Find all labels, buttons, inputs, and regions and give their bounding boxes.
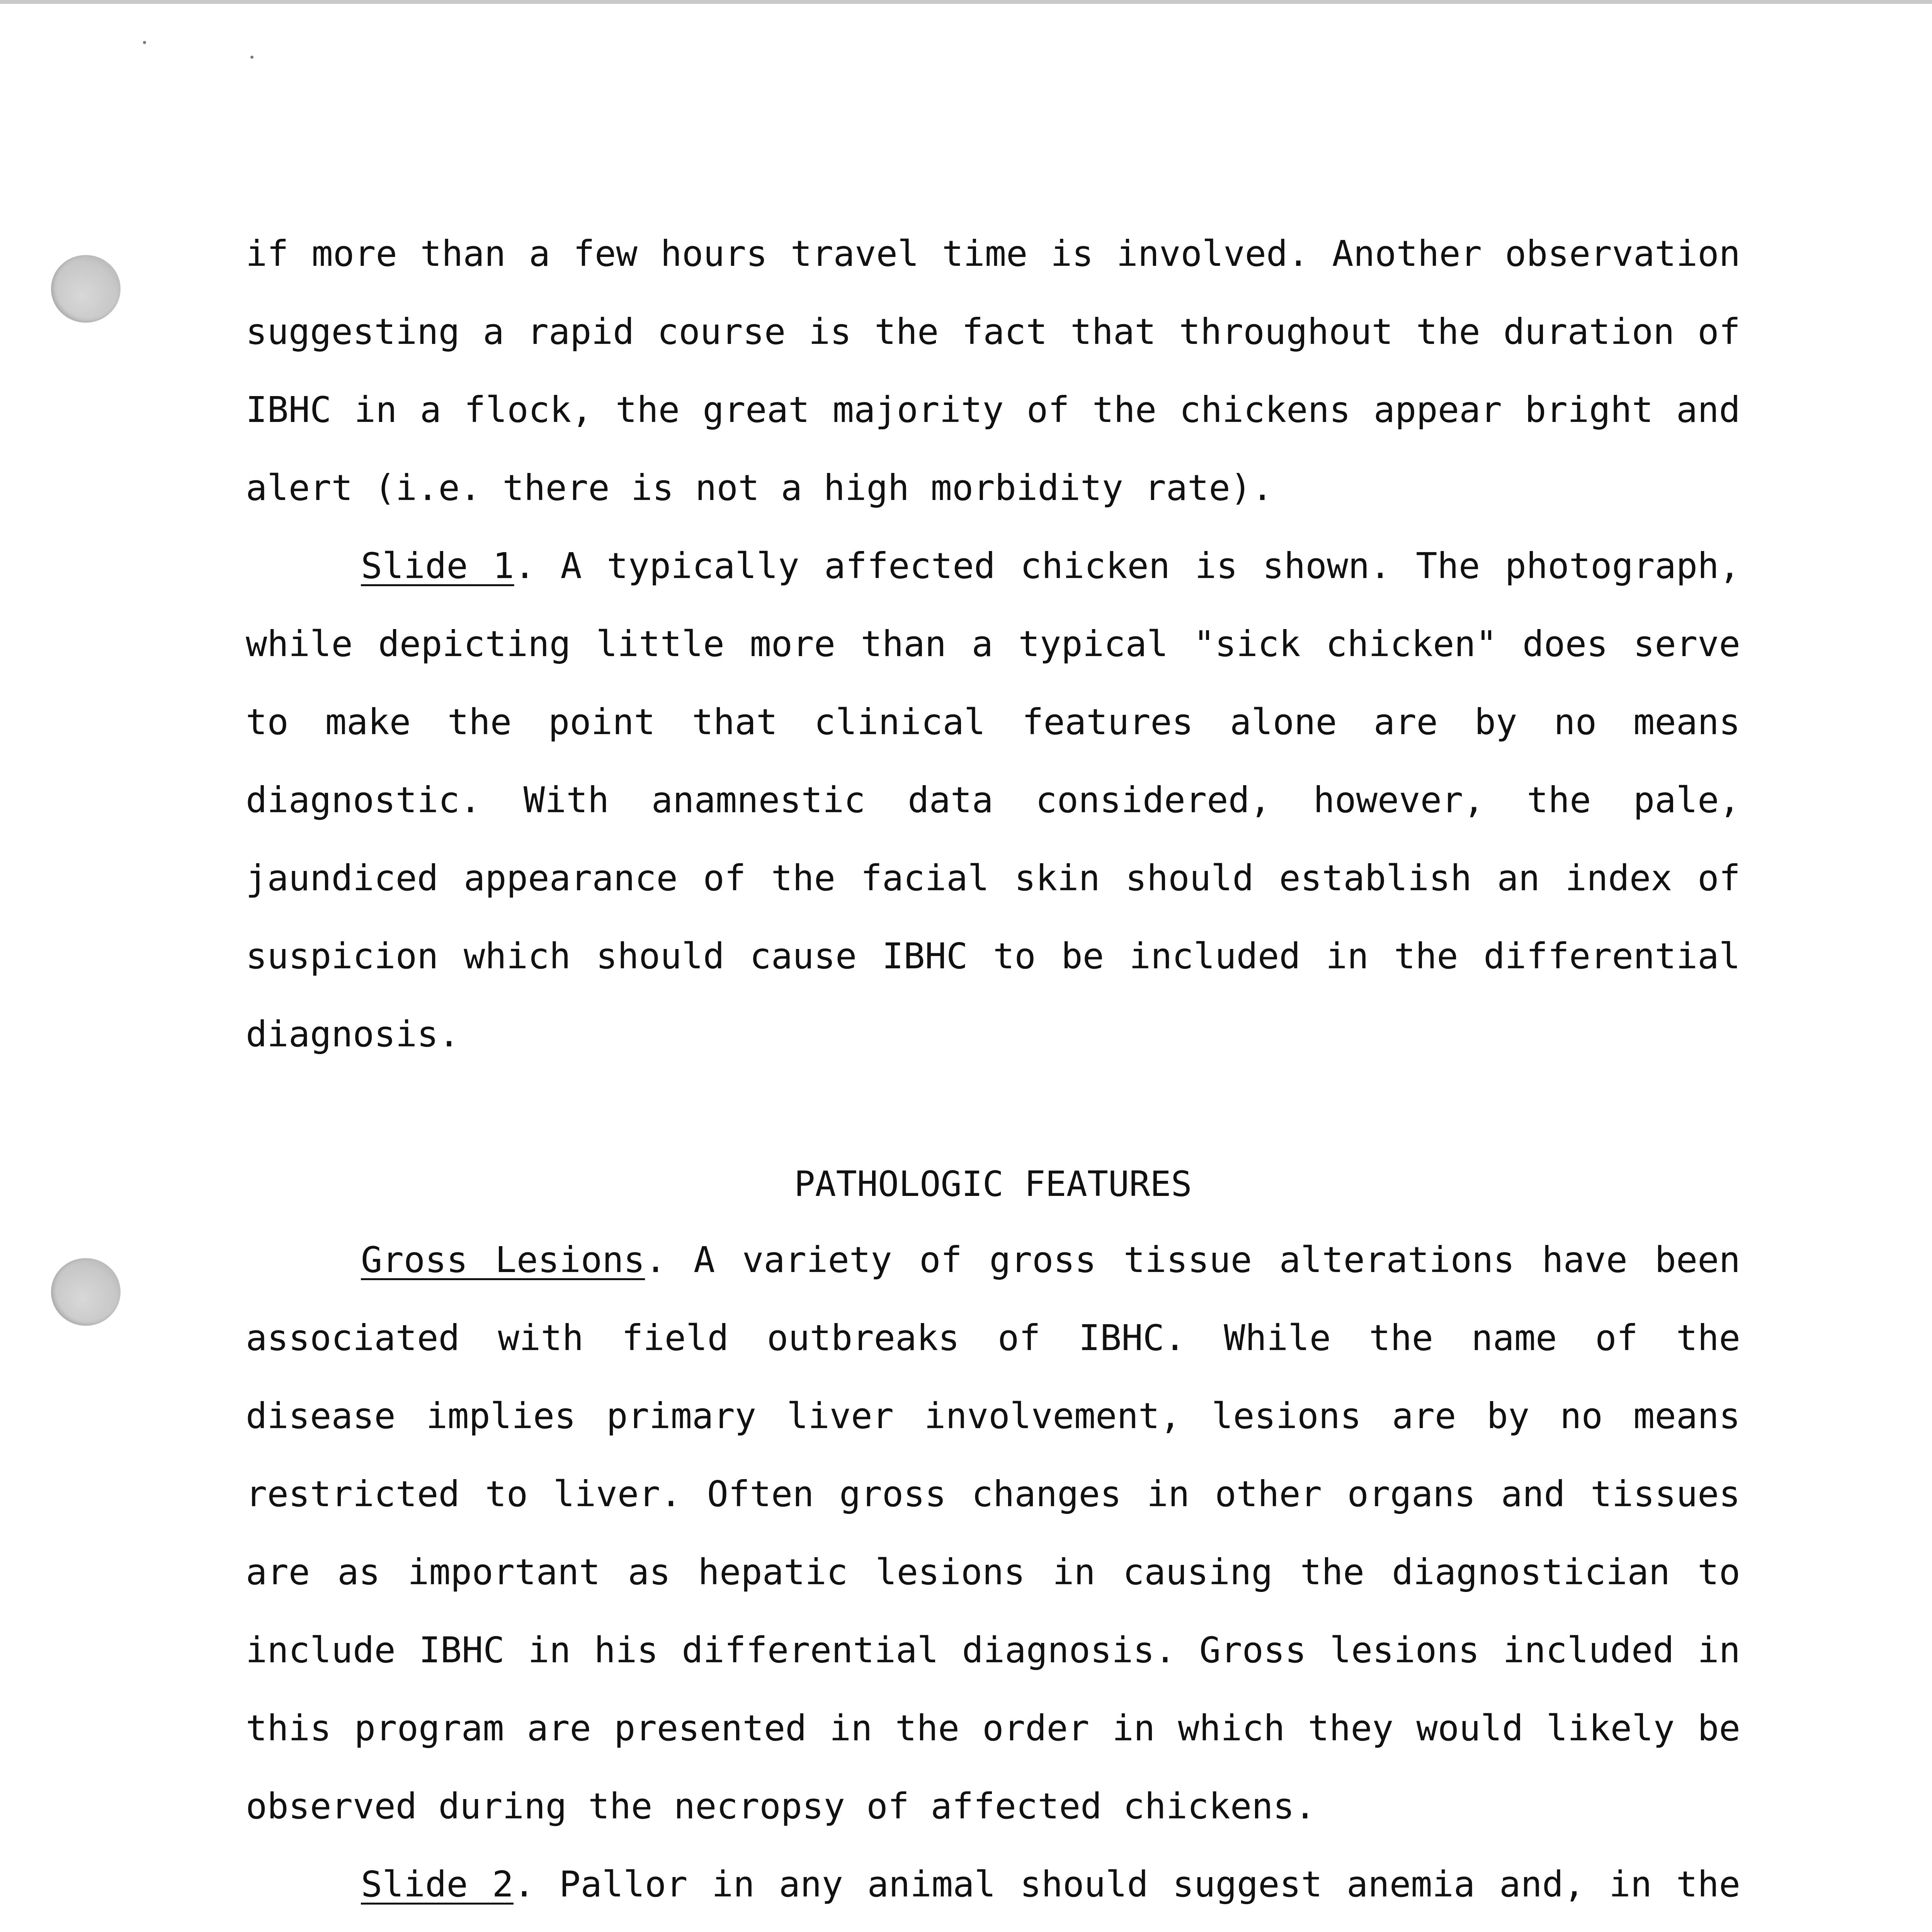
slide-1-label: Slide 1 — [361, 545, 514, 587]
continuation-paragraph: if more than a few hours travel time is involved. Another observation suggesting a rapid course is the fact that throughout the duration of IBHC in a flock, the great majority of the chickens appear bright and alert (i.e. there is not a high morbidity rate). — [246, 233, 1740, 509]
scan-top-edge — [0, 0, 1932, 4]
punch-hole-middle — [51, 1258, 121, 1326]
gross-lesions-label: Gross Lesions — [361, 1239, 645, 1281]
gross-lesions-text: . A variety of gross tissue alterations have been associated with field outbreaks of IBHC. While the name of the disease implies primary liver involvement, lesions are by no means restricted to liver. Often gross changes in other organs and tissues are as important as hepatic lesions in causing the diagnostician to include IBHC in his differential diagnosis. Gross lesions included in this program are presented in the order in which they would likely be observed during the necropsy of affected chickens. — [246, 1239, 1740, 1827]
slide-2-text: . Pallor in any animal should suggest anemia and, in the — [514, 1864, 1740, 1905]
gross-lesions-paragraph — [246, 1221, 1740, 1845]
scan-speck — [250, 56, 253, 59]
text-block-lower — [246, 1221, 1740, 1932]
text-block-upper — [246, 215, 1740, 1073]
section-heading: PATHOLOGIC FEATURES — [794, 1164, 1192, 1204]
slide-1-text: . A typically affected chicken is shown. The photograph, while depicting little more than a typical "sick chicken" does serve to make the point that clinical features alone are by no means diagnostic. With anamnestic data considered, however, the pale, jaundiced appearance of the facial skin should establish an index of suspicion which should cause IBHC to be included in the differential diagnosis. — [246, 545, 1740, 1055]
slide-2-label: Slide 2 — [361, 1864, 514, 1905]
scan-speck — [143, 41, 146, 44]
slide-1-paragraph — [246, 527, 1740, 1073]
slide-2-paragraph — [246, 1845, 1740, 1932]
punch-hole-top — [51, 255, 121, 323]
